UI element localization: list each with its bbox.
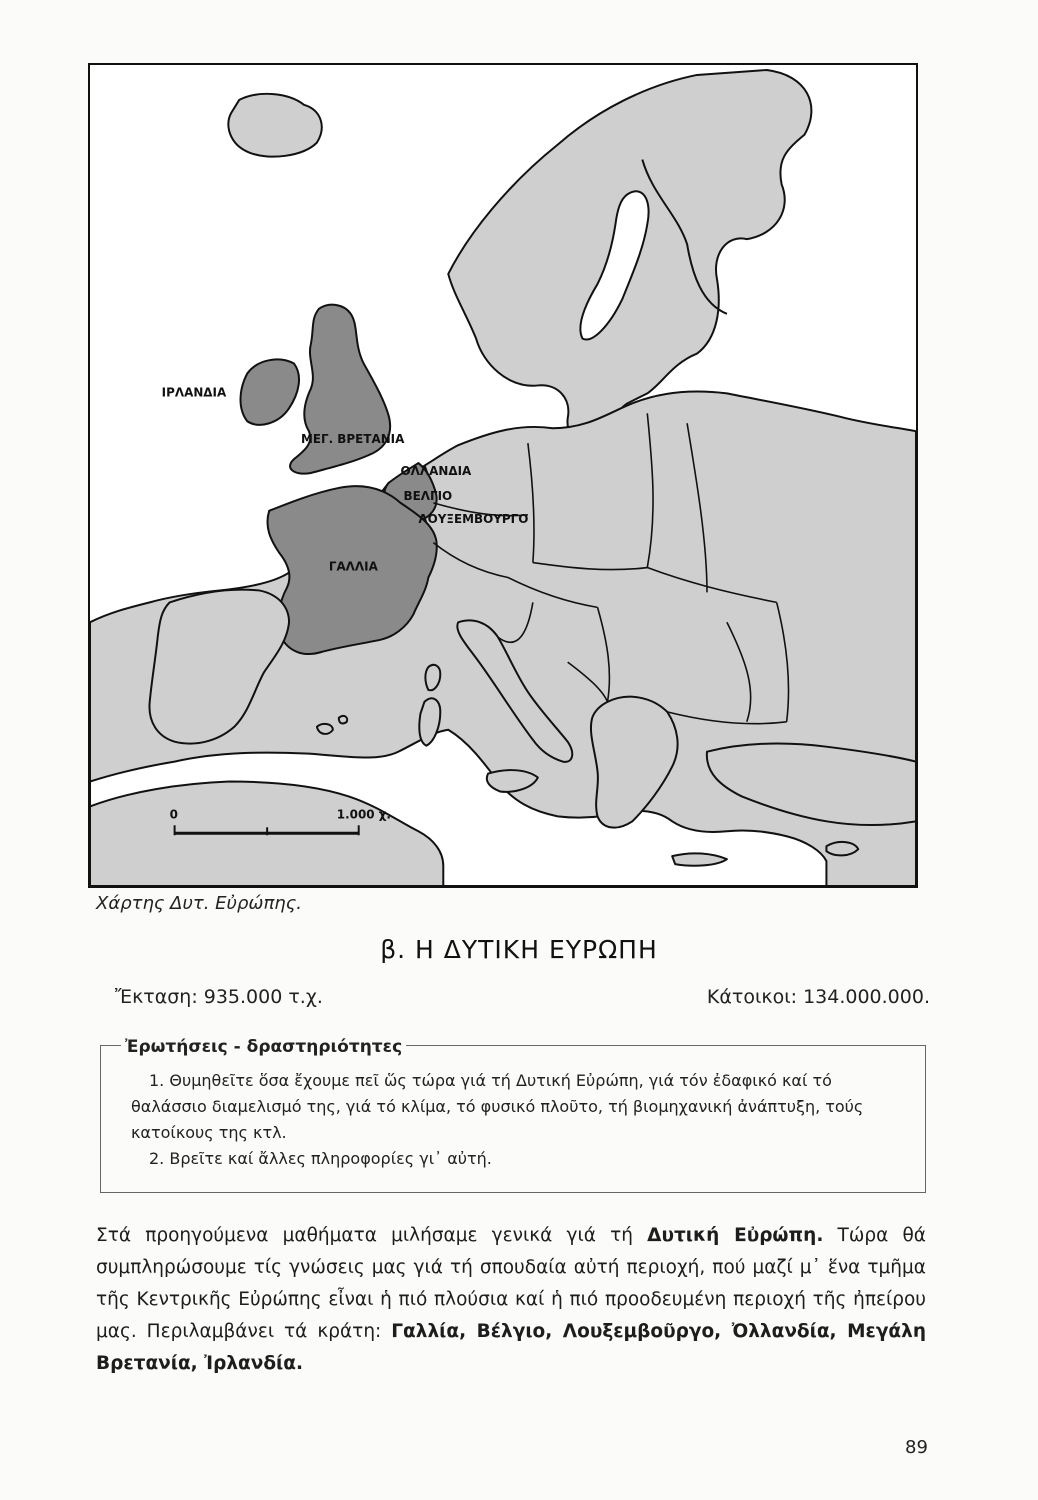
- label-belgium: ΒΕΛΓΙΟ: [403, 488, 453, 503]
- europe-map-svg: [90, 65, 916, 886]
- label-luxembourg: ΛΟΥΞΕΜΒΟΥΡΓΟ: [418, 511, 529, 526]
- iceland-shape: [228, 94, 321, 157]
- section-title: β. Η ΔΥΤΙΚΗ ΕΥΡΩΠΗ: [380, 935, 658, 964]
- map-caption: Χάρτης Δυτ. Εὐρώπης.: [96, 893, 302, 914]
- label-great-britain: ΜΕΓ. ΒΡΕΤΑΝΙΑ: [300, 432, 405, 447]
- population-stat: Κάτοικοι: 134.000.000.: [706, 986, 930, 1008]
- body-bold-1: Δυτική Εὐρώπη.: [647, 1225, 824, 1246]
- label-ireland: ΙΡΛΑΝΔΙΑ: [161, 385, 227, 400]
- scale-zero: 0: [169, 807, 178, 822]
- body-part-2: Τώρα θά συμπληρώσουμε τίς γνώσεις μας γιά τή σπουδαία αὐτή περιοχή, πού μαζί μ᾿ ἕνα τμῆμα τῆς Κεντρικῆς Εὐρώπης εἶναι ἡ πιό πλούσια καί ἡ πιό προοδευμένη περιοχή τῆς ἠπείρου μας. Περιλαμβάνει τά κράτη:: [96, 1225, 926, 1342]
- cyprus-shape: [826, 842, 858, 855]
- label-netherlands: ΟΛΛΑΝΔΙΑ: [400, 464, 472, 479]
- ireland-shape: [241, 359, 299, 424]
- area-stat: Ἔκταση: 935.000 τ.χ.: [115, 986, 323, 1008]
- label-france: ΓΑΛΛΙΑ: [328, 559, 378, 574]
- body-part-1: Στά προηγούμενα μαθήματα μιλήσαμε γενικά γιά τή: [96, 1225, 648, 1246]
- europe-map: [88, 63, 918, 888]
- page-number: 89: [905, 1437, 928, 1458]
- question-1: 1. Θυμηθεῖτε ὅσα ἔχουμε πεῖ ὥς τώρα γιά τή Δυτική Εὐρώπη, γιά τόν ἐδαφικό καί τό θαλάσσιο διαμελισμό της, γιά τό κλίμα, τό φυσικό πλοῦτο, τή βιομηχανική ἀνάπτυξη, τούς κατοίκους της κτλ.: [131, 1071, 864, 1142]
- questions-box: [100, 1037, 926, 1193]
- scale-distance: 1.000 χ.: [336, 807, 391, 822]
- body-bold-2: Γαλλία, Βέλγιο, Λουξεμβοῦργο, Ὀλλανδία, Μεγάλη Βρετανία, Ἰρλανδία.: [96, 1321, 927, 1374]
- great-britain-shape: [290, 305, 390, 474]
- question-2: 2. Βρεῖτε καί ἄλλες πληροφορίες γι᾿ αὐτή.: [149, 1149, 492, 1168]
- questions-title: Ἐρωτήσεις - δραστηριότητες: [121, 1034, 406, 1060]
- body-paragraph: [96, 1220, 926, 1380]
